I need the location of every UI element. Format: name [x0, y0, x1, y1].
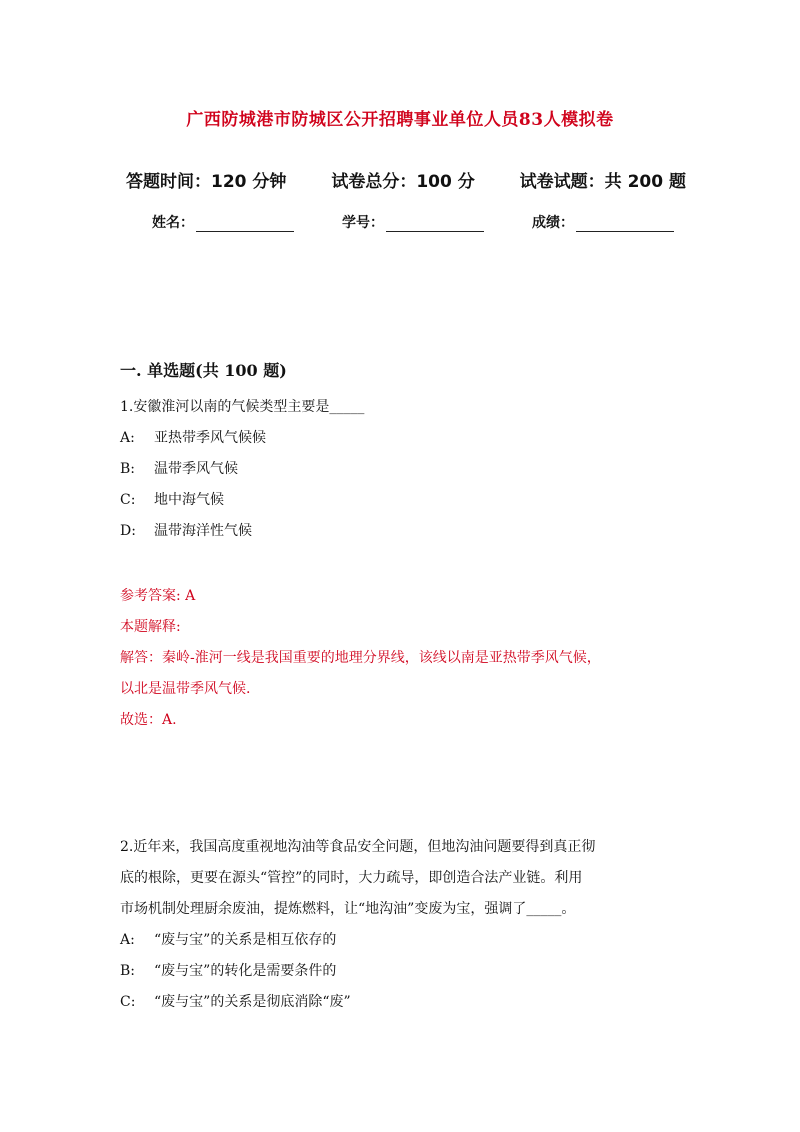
student-fields — [152, 212, 674, 232]
question-1-explain-line-2: 以北是温带季风气候. — [120, 681, 251, 697]
score-label: 成绩： — [532, 215, 574, 231]
student-id-blank — [386, 217, 484, 232]
option-text: “废与宝”的转化是需要条件的 — [154, 963, 337, 979]
name-label: 姓名： — [152, 215, 194, 231]
option-key: C: — [120, 492, 136, 508]
option-key: C: — [120, 994, 136, 1010]
question-2-stem-line-3: 市场机制处理厨余废油，提炼燃料，让“地沟油”变废为宝，强调了_____。 — [120, 901, 576, 917]
page-title: 广西防城港市防城区公开招聘事业单位人员83人模拟卷 — [186, 110, 614, 130]
question-1-option-d — [120, 521, 252, 541]
exam-meta — [126, 167, 686, 192]
student-id-field — [342, 212, 484, 232]
question-1-choice: 故选：A. — [120, 712, 177, 728]
option-text: 亚热带季风气候候 — [154, 430, 266, 446]
name-blank — [196, 217, 294, 232]
question-1-option-a — [120, 428, 266, 448]
question-1-explain-line-1: 解答：秦岭-淮河一线是我国重要的地理分界线，该线以南是亚热带季风气候， — [120, 650, 601, 666]
option-text: “废与宝”的关系是彻底消除“废” — [154, 994, 351, 1010]
question-2-option-b — [120, 961, 336, 981]
question-2-stem-line-2: 底的根除，更要在源头“管控”的同时，大力疏导，即创造合法产业链。利用 — [120, 870, 583, 886]
option-text: 地中海气候 — [154, 492, 224, 508]
score-field — [532, 212, 674, 232]
exam-time: 答题时间：120 分钟 — [126, 172, 287, 192]
question-1-answer: 参考答案: A — [120, 588, 196, 604]
question-2-option-c — [120, 992, 351, 1012]
option-key: B: — [120, 461, 136, 477]
question-1-stem: 1.安徽淮河以南的气候类型主要是_____ — [120, 399, 365, 415]
question-2-option-a — [120, 930, 336, 950]
exam-total-score: 试卷总分：100 分 — [331, 172, 475, 192]
section-heading: 一. 单选题(共 100 题) — [120, 361, 287, 380]
option-key: A: — [120, 430, 135, 446]
option-key: A: — [120, 932, 135, 948]
student-id-label: 学号： — [342, 215, 384, 231]
exam-question-count: 试卷试题：共 200 题 — [519, 172, 686, 192]
option-text: 温带海洋性气候 — [154, 523, 252, 539]
name-field — [152, 212, 294, 232]
score-blank — [576, 217, 674, 232]
question-1-option-c — [120, 490, 224, 510]
option-text: 温带季风气候 — [154, 461, 238, 477]
question-1-option-b — [120, 459, 238, 479]
option-key: D: — [120, 523, 136, 539]
option-text: “废与宝”的关系是相互依存的 — [154, 932, 337, 948]
option-key: B: — [120, 963, 136, 979]
question-2-stem-line-1: 2.近年来，我国高度重视地沟油等食品安全问题，但地沟油问题要得到真正彻 — [120, 839, 596, 855]
question-1-explain-label: 本题解释: — [120, 619, 181, 635]
